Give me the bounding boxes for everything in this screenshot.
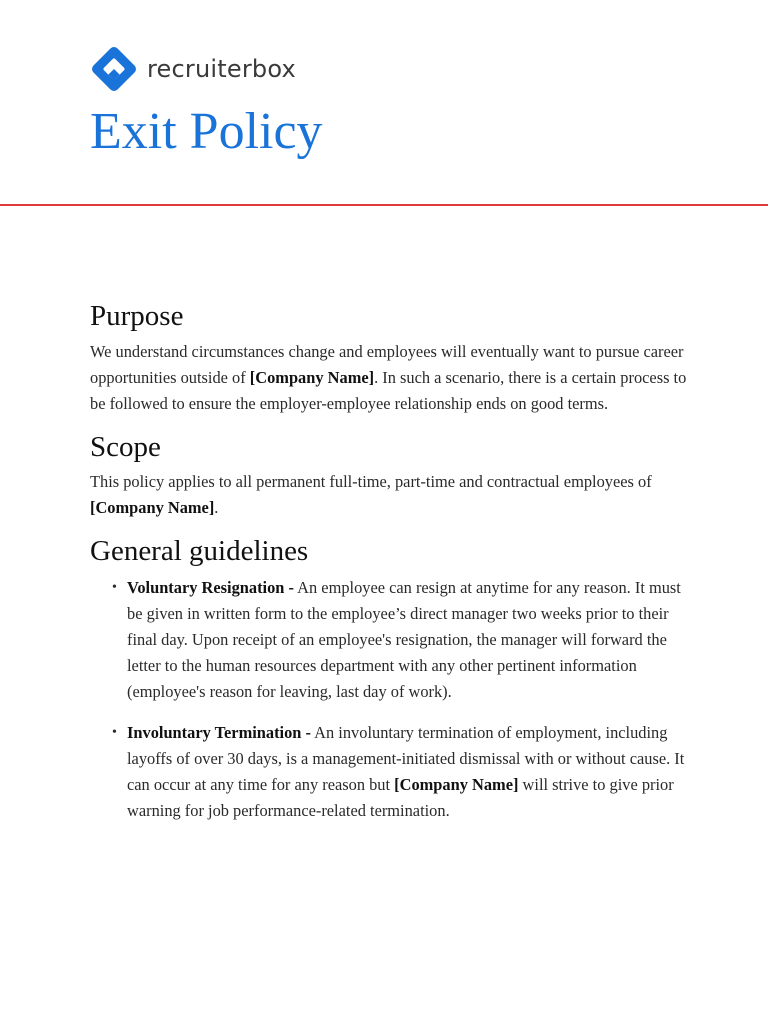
purpose-heading: Purpose [90,300,184,332]
guidelines-heading: General guidelines [90,535,309,568]
document-body [90,298,690,824]
purpose-section [90,298,690,417]
brand-logo [89,44,296,94]
guidelines-list [90,575,690,824]
company-name-placeholder: [Company Name] [394,775,519,795]
scope-text-1: This policy applies to all permanent full-time, part-time and contractual employees of [90,472,652,492]
guideline-text-1: An employee can resign at anytime for any reason. It must be given in written form to the employee’s direct manager two weeks prior to their final day. Upon receipt of an employee's resignation, the manager will forward the letter to the human resources department with any other pertinent information (employee's reason for leaving, last day of work). [127,578,681,702]
brand-name: recruiterbox [147,55,296,83]
purpose-text-2: . In such a scenario, there is a certain process to be followed to ensure the employer-employee relationship ends on good terms. [90,367,687,413]
company-name-placeholder: [Company Name] [249,367,375,387]
list-item [90,720,690,824]
guideline-text-2: will strive to give prior warning for job performance-related termination. [127,775,674,821]
document-title: Exit Policy [90,103,323,160]
scope-paragraph [90,469,690,521]
bullet-icon: • [112,725,117,741]
purpose-paragraph [90,339,690,417]
recruiterbox-logo-icon [89,44,139,94]
scope-text-2: . [214,498,219,518]
purpose-text-1: We understand circumstances change and employees will eventually want to pursue career opportunities outside of [90,341,684,387]
list-item [90,575,690,705]
guideline-text-1: An involuntary termination of employment, including layoffs of over 30 days, is a management-initiated dismissal with or without cause. It can occur at any time for any reason but [127,723,685,795]
title-divider [0,204,768,206]
bullet-icon: • [112,580,117,596]
company-name-placeholder: [Company Name] [90,498,215,518]
scope-section [90,429,690,522]
guidelines-section [90,533,690,824]
guideline-term: Voluntary Resignation - [127,578,294,598]
guideline-term: Involuntary Termination - [127,723,311,743]
scope-heading: Scope [90,430,161,463]
